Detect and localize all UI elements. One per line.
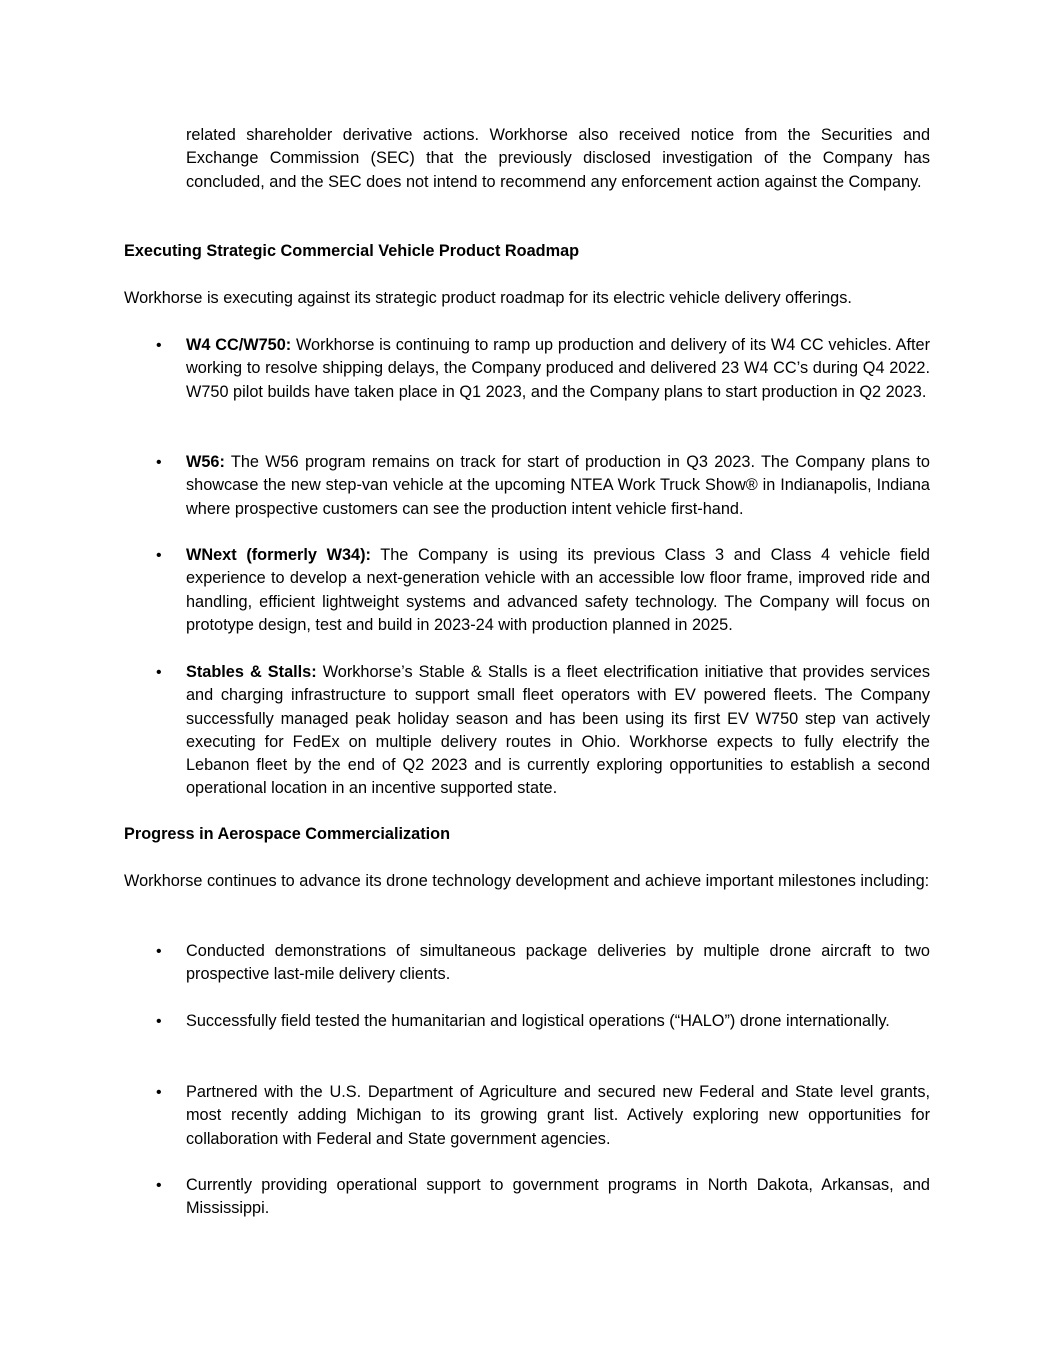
bullet-icon: • bbox=[156, 664, 162, 681]
list-item-label: Stables & Stalls: bbox=[186, 663, 317, 681]
list-item-label: W56: bbox=[186, 453, 225, 471]
list-item-text: Workhorse’s Stable & Stalls is a fleet electrification initiative that provides services and charging infrastructure to support small fleet operators with EV powered fleets. The Company successfully managed peak holiday season and has been using its first EV W750 step van actively executing for FedEx on multiple delivery routes in Ohio. Workhorse expects to fully electrify the Lebanon fleet by the end of Q2 2023 and is currently exploring opportunities to establish a second operational location in an incentive supported state. bbox=[186, 663, 930, 798]
section-heading-aerospace: Progress in Aerospace Commercialization bbox=[124, 825, 451, 843]
list-item-operational-support: Currently providing operational support to government programs in North Dakota, Arkansas, and Mississippi. bbox=[186, 1176, 930, 1218]
list-item-w56 bbox=[186, 451, 930, 521]
bullet-icon: • bbox=[156, 454, 162, 471]
bullet-icon: • bbox=[156, 1177, 162, 1194]
list-item-usda: Partnered with the U.S. Department of Agriculture and secured new Federal and State level grants, most recently adding Michigan to its growing grant list. Actively exploring new opportunities for collaboration with Federal and State government agencies. bbox=[186, 1083, 930, 1148]
section-intro-aerospace: Workhorse continues to advance its drone technology development and achieve important milestones including: bbox=[124, 872, 930, 890]
bullet-icon: • bbox=[156, 1013, 162, 1030]
section-heading-vehicle-roadmap: Executing Strategic Commercial Vehicle Product Roadmap bbox=[124, 242, 580, 260]
list-item-stables-stalls bbox=[186, 661, 930, 801]
intro-paragraph: related shareholder derivative actions. Workhorse also received notice from the Securities and Exchange Commission (SEC) that the previously disclosed investigation of the Company has concluded, and the SEC does not intend to recommend any enforcement action against the Company. bbox=[186, 126, 930, 191]
bullet-icon: • bbox=[156, 1084, 162, 1101]
bullet-icon: • bbox=[156, 337, 162, 354]
bullet-icon: • bbox=[156, 547, 162, 564]
list-item-text: Workhorse is continuing to ramp up production and delivery of its W4 CC vehicles. After working to resolve shipping delays, the Company produced and delivered 23 W4 CC’s during Q4 2022. W750 pilot builds have taken place in Q1 2023, and the Company plans to start production in Q2 2023. bbox=[186, 336, 930, 401]
list-item-text: The W56 program remains on track for start of production in Q3 2023. The Company plans to showcase the new step-van vehicle at the upcoming NTEA Work Truck Show® in Indianapolis, Indiana where prospective customers can see the production intent vehicle first-hand. bbox=[186, 453, 930, 518]
section-intro-vehicle-roadmap: Workhorse is executing against its strategic product roadmap for its electric vehicle delivery offerings. bbox=[124, 289, 852, 307]
list-item-w4cc-w750 bbox=[186, 334, 930, 404]
list-item-label: WNext (formerly W34): bbox=[186, 546, 371, 564]
list-item-wnext bbox=[186, 544, 930, 637]
list-item-label: W4 CC/W750: bbox=[186, 336, 292, 354]
list-item-halo: Successfully field tested the humanitarian and logistical operations (“HALO”) drone internationally. bbox=[186, 1012, 890, 1030]
list-item-text: The Company is using its previous Class 3 and Class 4 vehicle field experience to develop a next-generation vehicle with an accessible low floor frame, improved ride and handling, efficient lightweight systems and advanced safety technology. The Company will focus on prototype design, test and build in 2023-24 with production planned in 2025. bbox=[186, 546, 930, 634]
list-item-demonstrations: Conducted demonstrations of simultaneous package deliveries by multiple drone aircraft to two prospective last-mile delivery clients. bbox=[186, 942, 930, 984]
bullet-icon: • bbox=[156, 943, 162, 960]
